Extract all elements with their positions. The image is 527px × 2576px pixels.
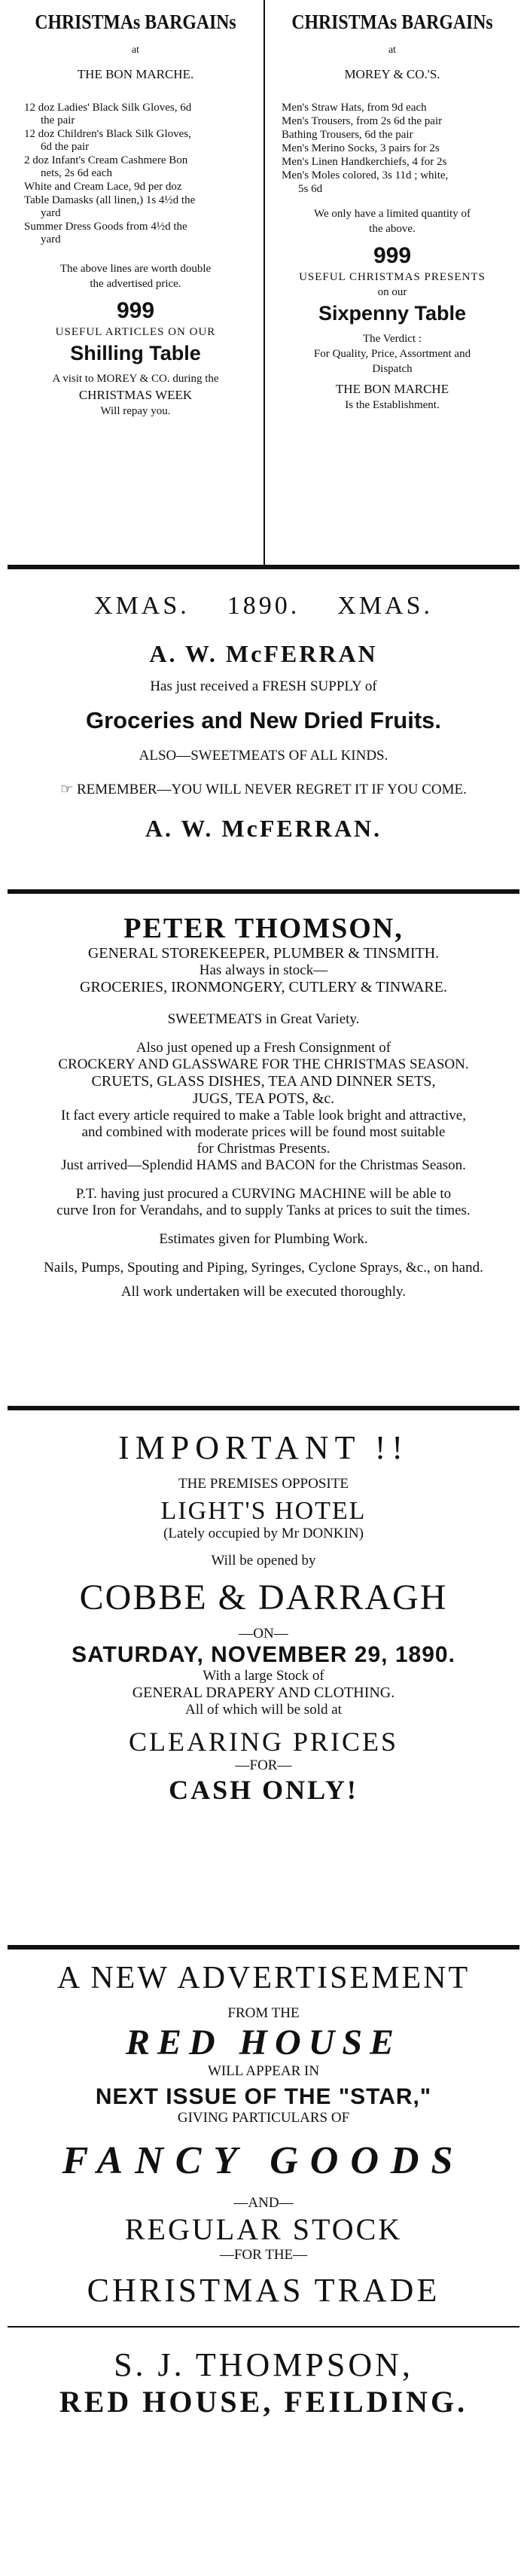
- machine-line-2: curve Iron for Verandahs, and to supply Tanks at prices to suit the times.: [56, 1203, 471, 1218]
- list-item: Men's Merino Socks, 3 pairs for 2s: [282, 142, 440, 154]
- lately-line: (Lately occupied by Mr DONKIN): [163, 1526, 364, 1541]
- christmas-trade: CHRISTMAS TRADE: [87, 2272, 440, 2309]
- list-item: 2 doz Infant's Cream Cashmere Bon nets, 2s 6d each: [24, 154, 188, 179]
- advertiser-name-2: A. W. McFERRAN.: [145, 815, 382, 842]
- column-heading: CHRISTMAs BARGAINs: [35, 11, 236, 33]
- list-item: 5s 6d: [298, 183, 323, 195]
- on-line: —ON—: [239, 1626, 288, 1642]
- estimates-line: Estimates given for Plumbing Work.: [159, 1231, 368, 1247]
- and-line: —AND—: [233, 2195, 294, 2211]
- from-the: FROM THE: [227, 2005, 300, 2021]
- limited-line-2: the above.: [369, 223, 416, 235]
- column-heading: CHRISTMAs BARGAINs: [291, 11, 493, 33]
- list-item: Men's Trousers, from 2s 6d the pair: [282, 115, 443, 127]
- remember-line: ☞ REMEMBER—YOU WILL NEVER REGRET IT IF YOU COME.: [60, 781, 467, 797]
- new-advertisement-heading: A NEW ADVERTISEMENT: [56, 1961, 471, 1995]
- crockery-line: CROCKERY AND GLASSWARE FOR THE CHRISTMAS SEASON.: [58, 1056, 469, 1072]
- drapery-line: GENERAL DRAPERY AND CLOTHING.: [132, 1684, 395, 1701]
- advertiser-name: A. W. McFERRAN: [149, 640, 378, 667]
- important-heading: IMPORTANT !!: [117, 1429, 410, 1466]
- item-list: [276, 102, 509, 196]
- machine-line-1: P.T. having just procured a CURVING MACHINE will be able to: [75, 1186, 452, 1202]
- at-label: at: [388, 44, 397, 56]
- list-item: 12 doz Ladies' Black Silk Gloves, 6d the pair: [24, 102, 192, 127]
- received-line: Has just received a FRESH SUPPLY of: [150, 678, 377, 694]
- at-label: at: [131, 44, 140, 56]
- trade-line: GENERAL STOREKEEPER, PLUMBER & TINSMITH.: [87, 945, 440, 962]
- red-house-ad: [8, 1950, 519, 2567]
- giving-line: GIVING PARTICULARS OF: [177, 2110, 350, 2126]
- list-item: Summer Dress Goods from 4½d the yard: [24, 221, 187, 245]
- firm-name: COBBE & DARRAGH: [79, 1578, 448, 1617]
- xmas-heading: XMAS. 1890. XMAS.: [94, 592, 433, 620]
- for-the-line: —FOR THE—: [219, 2247, 308, 2263]
- sold-line: All of which will be sold at: [185, 1702, 342, 1718]
- store-name: MOREY & CO.'S.: [344, 67, 440, 81]
- regular-stock: REGULAR STOCK: [124, 2212, 403, 2246]
- list-item: 12 doz Children's Black Silk Gloves, 6d the pair: [24, 128, 191, 153]
- arrived-line: Just arrived—Splendid HAMS and BACON for the Christmas Season.: [61, 1157, 466, 1173]
- stock-line: GROCERIES, IRONMONGERY, CUTLERY & TINWARE.: [80, 979, 447, 995]
- opened-line: Will be opened by: [211, 1553, 316, 1568]
- premises-line: THE PREMISES OPPOSITE: [178, 1476, 349, 1492]
- christmas-bargains-ad: [8, 0, 519, 565]
- cruets-line: CRUETS, GLASS DISHES, TEA AND DINNER SETS,: [91, 1073, 436, 1090]
- list-item: Men's Straw Hats, from 9d each: [282, 102, 427, 114]
- peter-thomson-ad: [8, 894, 519, 1406]
- hotel-line: LIGHT'S HOTEL: [160, 1497, 367, 1525]
- fact-line-1: It fact every article required to make a Table look bright and attractive,: [61, 1108, 466, 1123]
- cobbe-darragh-ad: [8, 1410, 519, 1945]
- nails-line: Nails, Pumps, Spouting and Piping, Syringes, Cyclone Sprays, &c., on hand.: [44, 1260, 483, 1276]
- fancy-goods: FANCY GOODS: [62, 2139, 465, 2182]
- appear-line: WILL APPEAR IN: [207, 2063, 320, 2079]
- visit-line: A visit to MOREY & CO. during the: [52, 373, 219, 385]
- red-house-feilding: RED HOUSE, FEILDING.: [59, 2385, 468, 2419]
- mcferran-ad: [8, 569, 519, 889]
- executed-line: All work undertaken will be executed thoroughly.: [120, 1284, 407, 1300]
- fact-line-3: for Christmas Presents.: [196, 1141, 331, 1157]
- item-list: [18, 102, 253, 246]
- sj-thompson: S. J. THOMPSON,: [114, 2346, 413, 2383]
- large-stock-line: With a large Stock of: [203, 1668, 324, 1684]
- worth-line: The above lines are worth double: [59, 263, 212, 275]
- morey-column: [264, 0, 519, 565]
- number-999: 999: [373, 243, 412, 268]
- store-name-2: THE BON MARCHE: [335, 382, 449, 396]
- establishment: Is the Establishment.: [345, 399, 440, 411]
- list-item: Men's Moles colored, 3s 11d ; white,: [282, 169, 449, 181]
- next-issue-line: NEXT ISSUE OF THE "STAR,": [95, 2084, 432, 2109]
- limited-line: We only have a limited quantity of: [314, 208, 471, 220]
- sweetmeats-line: SWEETMEATS in Great Variety.: [167, 1011, 360, 1027]
- dispatch-line: Dispatch: [372, 363, 413, 375]
- worth-line-2: the advertised price.: [90, 278, 181, 290]
- groceries-line: Groceries and New Dried Fruits.: [85, 707, 442, 733]
- number-999: 999: [116, 298, 155, 323]
- list-item: Table Damasks (all linen,) 1s 4½d the yard: [24, 194, 196, 219]
- useful-presents: USEFUL CHRISTMAS PRESENTS: [299, 271, 486, 283]
- red-house-title: RED HOUSE: [125, 2023, 402, 2062]
- shilling-table: Shilling Table: [70, 342, 201, 364]
- opened-line: Also just opened up a Fresh Consignment of: [136, 1040, 391, 1056]
- store-name: THE BON MARCHE.: [77, 67, 194, 81]
- always-line: Has always in stock—: [199, 962, 328, 978]
- list-item: Men's Linen Handkerchiefs, 4 for 2s: [282, 156, 447, 168]
- verdict: The Verdict :: [362, 333, 422, 345]
- date-line: SATURDAY, NOVEMBER 29, 1890.: [72, 1642, 455, 1667]
- christmas-week: CHRISTMAS WEEK: [78, 388, 193, 402]
- advertiser-name: PETER THOMSON,: [123, 913, 404, 944]
- sweetmeats-line: ALSO—SWEETMEATS OF ALL KINDS.: [139, 748, 388, 764]
- bon-marche-column: [8, 0, 264, 565]
- on-our: on our: [377, 286, 407, 298]
- for-line: —FOR—: [235, 1757, 292, 1773]
- repay-line: Will repay you.: [100, 405, 171, 417]
- sixpenny-table: Sixpenny Table: [318, 302, 467, 325]
- cash-only: CASH ONLY!: [169, 1775, 358, 1805]
- fact-line-2: and combined with moderate prices will be found most suitable: [81, 1124, 446, 1140]
- quality-line: For Quality, Price, Assortment and: [313, 348, 471, 360]
- list-item: Bathing Trousers, 6d the pair: [282, 129, 413, 141]
- jugs-line: JUGS, TEA POTS, &c.: [192, 1090, 335, 1107]
- list-item: White and Cream Lace, 9d per doz: [24, 181, 182, 193]
- clearing-prices: CLEARING PRICES: [128, 1727, 399, 1757]
- useful-articles: USEFUL ARTICLES ON OUR: [55, 326, 216, 338]
- divider: [8, 2326, 519, 2328]
- pointing-hand-icon: ☞: [60, 781, 74, 797]
